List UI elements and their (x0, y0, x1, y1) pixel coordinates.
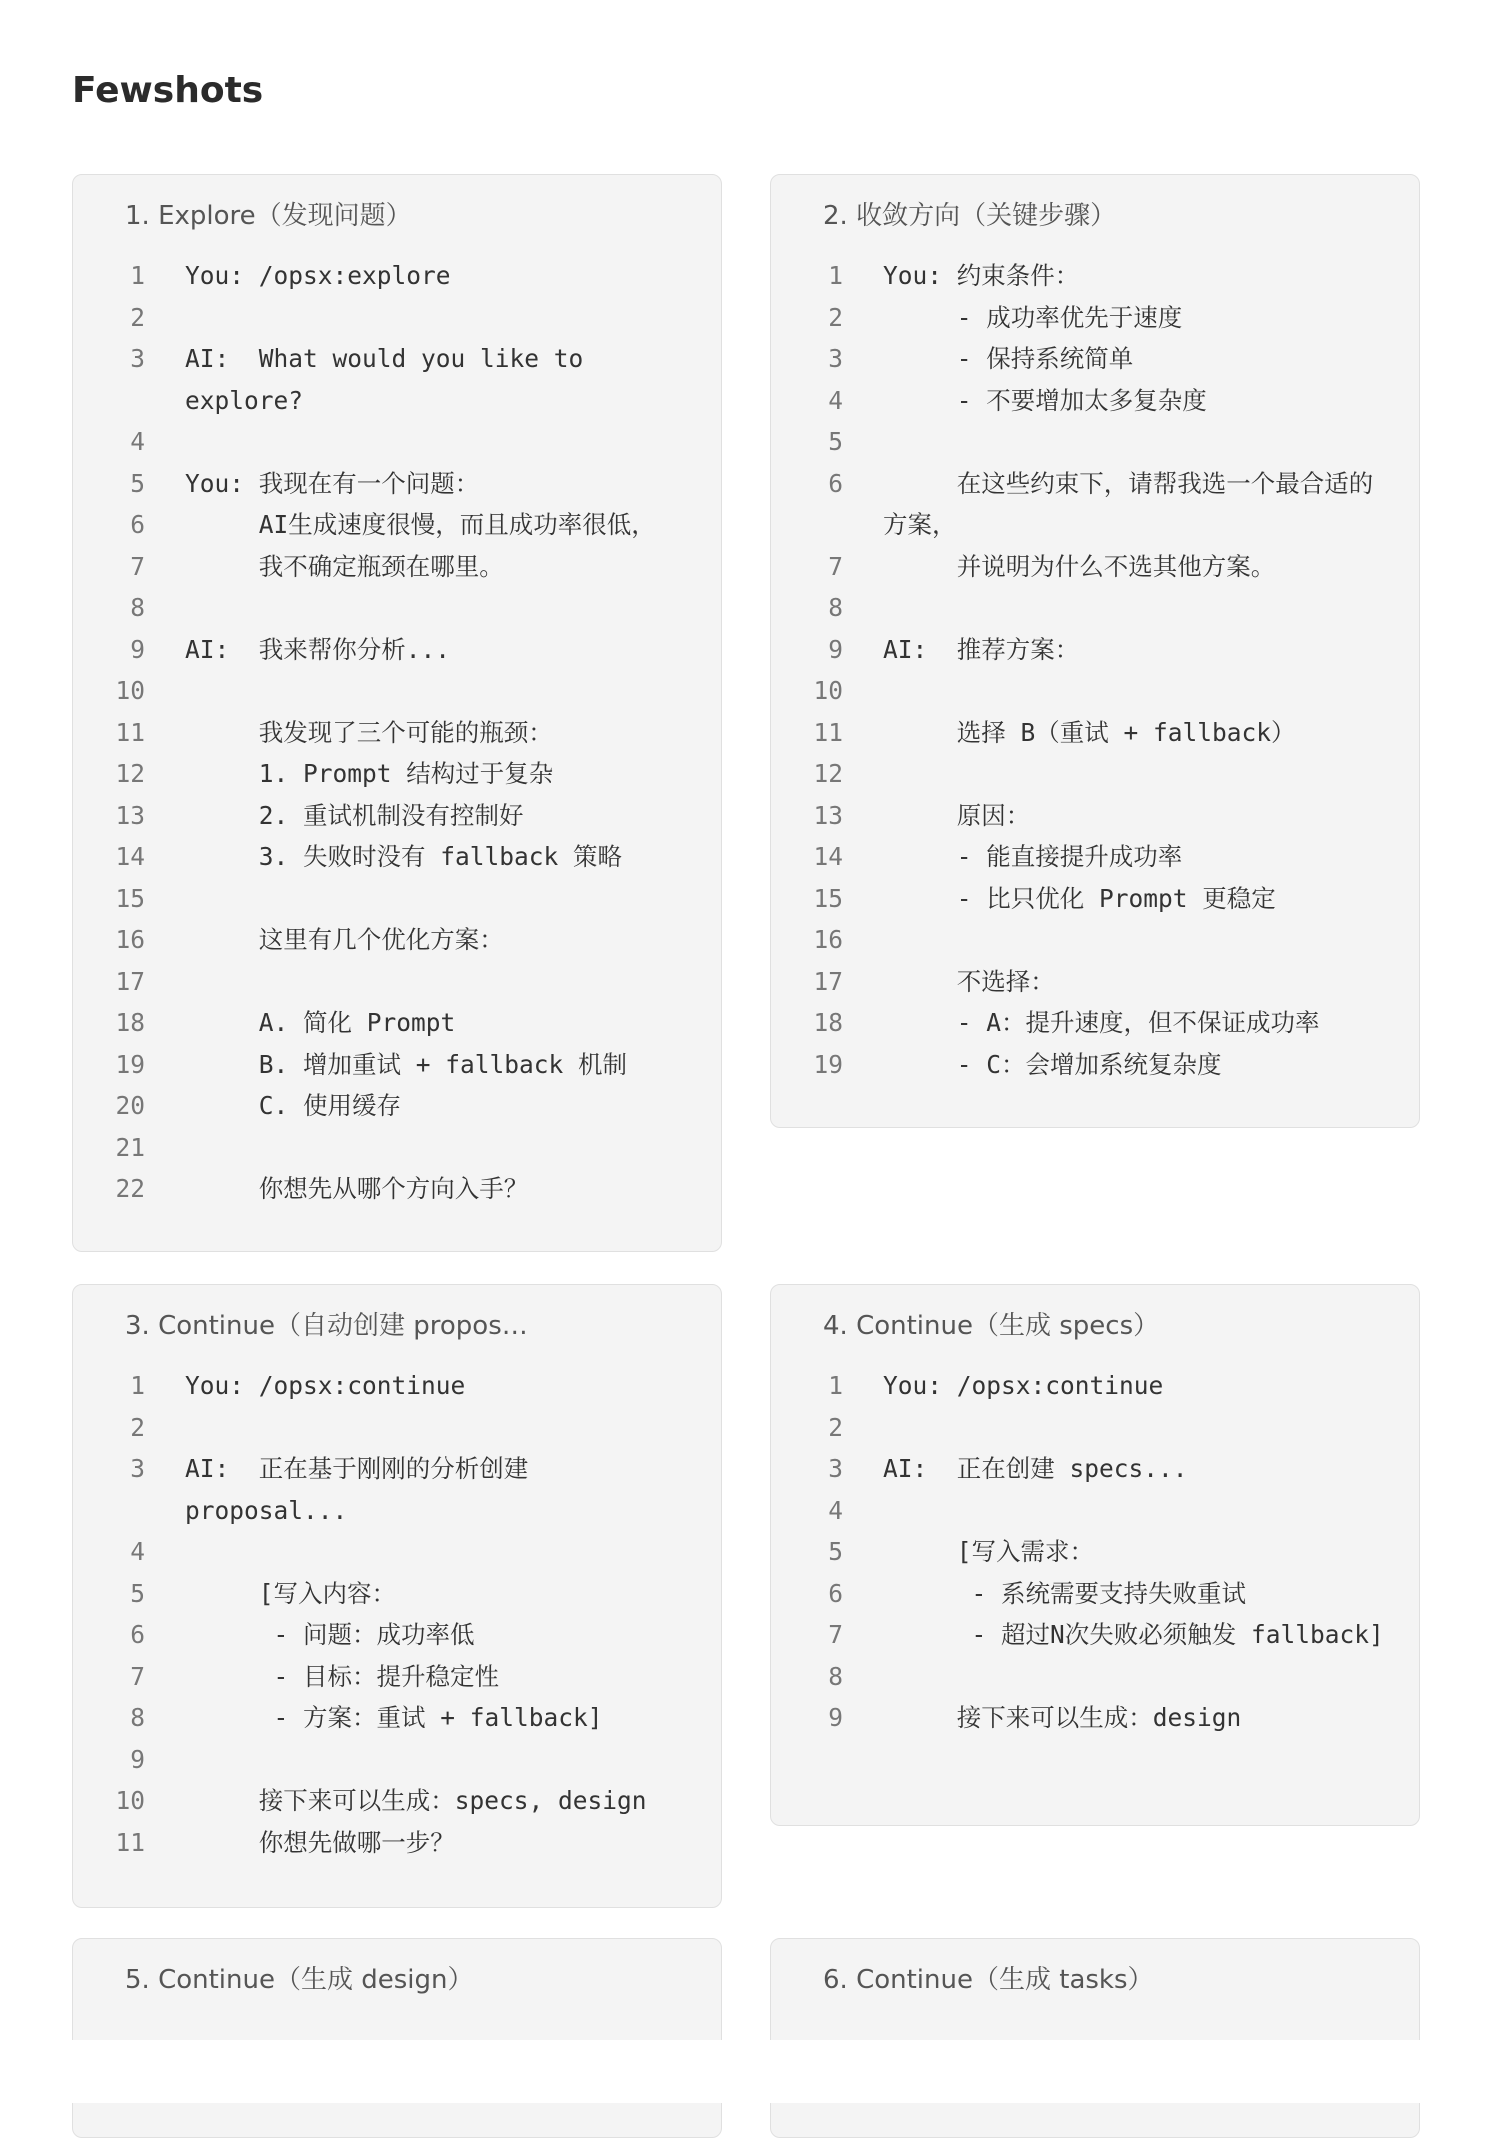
line-number: 18 (813, 1008, 843, 1037)
card-title: 5. Continue（生成 design） (125, 1965, 474, 1995)
line-number: 11 (115, 1827, 145, 1857)
code-line (73, 1614, 721, 1656)
code-line (73, 1656, 721, 1698)
code-line (771, 380, 1419, 422)
line-number: 3 (130, 344, 145, 373)
line-number: 4 (130, 1537, 145, 1566)
line-number: 7 (130, 551, 145, 581)
code-line (73, 1573, 721, 1615)
line-number: 8 (828, 1661, 843, 1691)
code-card-explore (72, 174, 722, 1252)
code-line (771, 712, 1419, 754)
code-line (73, 546, 721, 588)
line-text: 你想先从哪个方向入手？ (185, 1174, 529, 1203)
line-text: You: /opsx:explore (185, 261, 451, 290)
line-number: 12 (115, 759, 145, 788)
line-text: A. 简化 Prompt (185, 1008, 456, 1037)
line-number: 3 (828, 1454, 843, 1483)
line-number: 15 (115, 883, 145, 913)
code-line (73, 338, 721, 421)
line-number: 8 (130, 1703, 145, 1732)
code-line (771, 878, 1419, 920)
line-number: 1 (828, 261, 843, 290)
card-title: 3. Continue（自动创建 propos… (125, 1311, 528, 1341)
line-text: - C：会增加系统复杂度 (883, 1049, 1222, 1079)
line-number: 10 (813, 676, 843, 705)
code-line (771, 1365, 1419, 1407)
line-number: 6 (828, 1578, 843, 1608)
line-number: 19 (813, 1049, 843, 1079)
code-card-continue-proposal (72, 1284, 722, 1908)
line-number: 6 (828, 468, 843, 498)
code-line (73, 1365, 721, 1407)
code-card-continue-tasks (770, 1938, 1420, 2138)
line-number: 1 (130, 261, 145, 290)
line-number: 14 (813, 842, 843, 871)
code-line (771, 670, 1419, 712)
code-line (771, 753, 1419, 795)
code-block (771, 255, 1419, 1085)
code-line (73, 1531, 721, 1573)
code-card-converge (770, 174, 1420, 1128)
line-text: AI: 推荐方案： (883, 634, 1080, 664)
code-line (73, 421, 721, 463)
line-number: 10 (115, 676, 145, 705)
code-line (73, 961, 721, 1003)
code-line (771, 463, 1419, 546)
line-number: 4 (130, 427, 145, 456)
line-text: - A：提升速度，但不保证成功率 (883, 1008, 1320, 1037)
code-line (73, 1697, 721, 1739)
code-block (771, 1365, 1419, 1739)
line-text: AI生成速度很慢，而且成功率很低， (185, 510, 656, 539)
line-number: 9 (130, 634, 145, 664)
line-text: - 成功率优先于速度 (883, 302, 1183, 332)
line-number: 9 (828, 634, 843, 664)
line-text: - 能直接提升成功率 (883, 842, 1183, 871)
line-number: 13 (813, 800, 843, 830)
code-line (771, 919, 1419, 961)
line-number: 16 (813, 925, 843, 954)
line-number: 7 (828, 551, 843, 581)
line-text: - 超过N次失败必须触发 fallback] (883, 1620, 1384, 1649)
line-number: 11 (813, 717, 843, 747)
line-number: 7 (130, 1661, 145, 1691)
code-line (73, 919, 721, 961)
line-number: 5 (130, 468, 145, 498)
line-text: AI: 我来帮你分析... (185, 634, 451, 664)
line-text: AI: 正在创建 specs... (883, 1454, 1188, 1483)
code-line (771, 1002, 1419, 1044)
code-line (771, 1531, 1419, 1573)
code-line (73, 878, 721, 920)
line-number: 1 (828, 1371, 843, 1400)
line-number: 2 (130, 1412, 145, 1442)
line-text: 你想先做哪一步？ (185, 1827, 455, 1857)
line-number: 4 (828, 385, 843, 415)
code-line (73, 712, 721, 754)
line-text: AI: 正在基于刚刚的分析创建 proposal... (185, 1454, 544, 1525)
code-line (771, 1490, 1419, 1532)
line-text: - 目标：提升稳定性 (185, 1661, 500, 1691)
code-line (771, 1407, 1419, 1449)
code-line (771, 1573, 1419, 1615)
line-text: You: 我现在有一个问题： (185, 468, 480, 498)
line-number: 2 (130, 302, 145, 332)
code-line (771, 255, 1419, 297)
line-text: [写入需求： (883, 1537, 1095, 1566)
code-line (73, 1822, 721, 1864)
line-number: 6 (130, 510, 145, 539)
code-line (73, 297, 721, 339)
code-line (771, 795, 1419, 837)
line-number: 6 (130, 1620, 145, 1649)
line-number: 5 (828, 427, 843, 456)
card-title: 1. Explore（发现问题） (125, 201, 412, 231)
line-text: You: /opsx:continue (185, 1371, 466, 1400)
line-number: 22 (115, 1174, 145, 1203)
code-line (73, 463, 721, 505)
code-line (73, 1780, 721, 1822)
code-line (73, 753, 721, 795)
card-title: 4. Continue（生成 specs） (823, 1311, 1160, 1341)
line-text: 3. 失败时没有 fallback 策略 (185, 842, 623, 871)
line-number: 18 (115, 1008, 145, 1037)
line-text: [写入内容： (185, 1578, 397, 1608)
line-number: 7 (828, 1620, 843, 1649)
line-text: You: /opsx:continue (883, 1371, 1164, 1400)
line-text: 接下来可以生成：specs, design (185, 1786, 647, 1815)
line-text: 接下来可以生成：design (883, 1703, 1242, 1732)
line-text: 1. Prompt 结构过于复杂 (185, 759, 554, 788)
line-number: 4 (828, 1495, 843, 1525)
code-card-continue-design (72, 1938, 722, 2138)
page-bottom-margin (0, 2040, 1488, 2103)
code-line (73, 1448, 721, 1531)
code-line (771, 961, 1419, 1003)
line-number: 21 (115, 1132, 145, 1162)
line-text: - 保持系统简单 (883, 344, 1134, 373)
line-text: B. 增加重试 + fallback 机制 (185, 1049, 628, 1079)
line-number: 17 (115, 966, 145, 996)
line-text: - 不要增加太多复杂度 (883, 385, 1207, 415)
line-text: AI: What would you like to explore? (185, 344, 599, 415)
code-line (73, 255, 721, 297)
code-card-continue-specs (770, 1284, 1420, 1826)
code-line (771, 629, 1419, 671)
code-line (771, 1697, 1419, 1739)
line-text: 这里有几个优化方案： (185, 925, 504, 954)
code-line (771, 421, 1419, 463)
line-number: 14 (115, 842, 145, 871)
line-number: 9 (828, 1703, 843, 1732)
line-number: 2 (828, 1412, 843, 1442)
line-number: 3 (130, 1454, 145, 1483)
line-text: 原因： (883, 800, 1031, 830)
line-number: 1 (130, 1371, 145, 1400)
code-line (73, 836, 721, 878)
line-text: 我发现了三个可能的瓶颈： (185, 717, 553, 747)
code-block (73, 1365, 721, 1863)
line-text: 选择 B（重试 + fallback） (883, 717, 1296, 747)
code-block (73, 255, 721, 1210)
line-number: 3 (828, 344, 843, 373)
line-number: 12 (813, 759, 843, 788)
code-line (73, 1407, 721, 1449)
line-text: 2. 重试机制没有控制好 (185, 800, 524, 830)
code-line (73, 504, 721, 546)
line-number: 17 (813, 966, 843, 996)
code-line (771, 297, 1419, 339)
line-number: 15 (813, 883, 843, 913)
line-text: 并说明为什么不选其他方案。 (883, 551, 1276, 581)
line-number: 5 (130, 1578, 145, 1608)
card-title: 6. Continue（生成 tasks） (823, 1965, 1154, 1995)
line-number: 19 (115, 1049, 145, 1079)
code-line (73, 629, 721, 671)
line-text: C. 使用缓存 (185, 1091, 402, 1120)
line-number: 5 (828, 1537, 843, 1566)
code-line (73, 795, 721, 837)
line-number: 9 (130, 1744, 145, 1774)
line-number: 10 (115, 1786, 145, 1815)
line-text: - 系统需要支持失败重试 (883, 1578, 1247, 1608)
line-number: 8 (828, 593, 843, 622)
line-text: 在这些约束下，请帮我选一个最合适的方案， (883, 468, 1374, 539)
code-line (73, 1739, 721, 1781)
code-line (771, 587, 1419, 629)
code-line (771, 1614, 1419, 1656)
line-text: - 方案：重试 + fallback] (185, 1703, 603, 1732)
code-line (73, 1127, 721, 1169)
line-text: - 问题：成功率低 (185, 1620, 475, 1649)
code-line (771, 836, 1419, 878)
line-number: 13 (115, 800, 145, 830)
code-line (771, 1448, 1419, 1490)
code-line (771, 338, 1419, 380)
code-line (73, 587, 721, 629)
line-number: 8 (130, 593, 145, 622)
code-line (771, 1044, 1419, 1086)
line-number: 16 (115, 925, 145, 954)
page-title: Fewshots (72, 70, 264, 111)
line-text: 我不确定瓶颈在哪里。 (185, 551, 504, 581)
code-line (73, 1085, 721, 1127)
code-line (73, 670, 721, 712)
line-number: 2 (828, 302, 843, 332)
card-title: 2. 收敛方向（关键步骤） (823, 201, 1117, 231)
line-text: - 比只优化 Prompt 更稳定 (883, 883, 1276, 913)
code-line (73, 1002, 721, 1044)
code-line (771, 546, 1419, 588)
code-line (73, 1044, 721, 1086)
line-number: 20 (115, 1091, 145, 1120)
line-text: You: 约束条件： (883, 261, 1080, 290)
line-text: 不选择： (883, 966, 1055, 996)
code-line (73, 1168, 721, 1210)
line-number: 11 (115, 717, 145, 747)
code-line (771, 1656, 1419, 1698)
